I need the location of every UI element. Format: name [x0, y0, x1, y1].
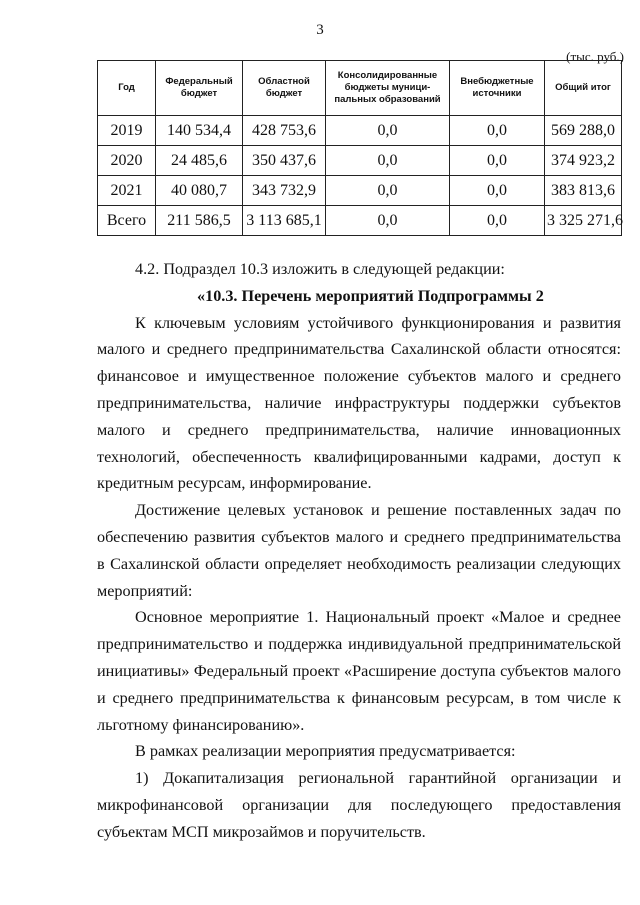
- table-row: [98, 176, 622, 206]
- cell-extrabudgetary: 0,0: [450, 116, 545, 146]
- header-extrabudgetary: Внебюджетные источники: [450, 61, 545, 116]
- cell-year: 2020: [98, 146, 156, 176]
- section-heading: «10.3. Перечень мероприятий Подпрограммы 2: [197, 286, 544, 305]
- cell-total: 374 923,2: [545, 146, 622, 176]
- body-paragraph: Достижение целевых установок и решение поставленных задач по обеспечению развития субъектов малого и среднего предпринимательства в Сахалинской области определяет необходимость реализации следующих мероприятий:: [97, 501, 621, 600]
- cell-municipal: 0,0: [326, 176, 450, 206]
- header-year: Год: [98, 61, 156, 116]
- amendment-paragraph: 4.2. Подраздел 10.3 изложить в следующей редакции:: [135, 260, 505, 278]
- cell-federal: 140 534,4: [156, 116, 243, 146]
- cell-total: 383 813,6: [545, 176, 622, 206]
- cell-total: 3 325 271,6: [545, 206, 622, 236]
- table-row: [98, 146, 622, 176]
- cell-extrabudgetary: 0,0: [450, 206, 545, 236]
- body-paragraph: В рамках реализации мероприятия предусматривается:: [135, 742, 516, 761]
- page-number: 3: [316, 22, 324, 38]
- cell-federal: 211 586,5: [156, 206, 243, 236]
- cell-year: 2019: [98, 116, 156, 146]
- cell-year: Всего: [98, 206, 156, 236]
- cell-municipal: 0,0: [326, 146, 450, 176]
- cell-extrabudgetary: 0,0: [450, 176, 545, 206]
- cell-municipal: 0,0: [326, 206, 450, 236]
- table-row: [98, 116, 622, 146]
- cell-extrabudgetary: 0,0: [450, 146, 545, 176]
- cell-regional: 428 753,6: [243, 116, 326, 146]
- body-paragraph: К ключевым условиям устойчивого функционирования и развития малого и среднего предпринимательства Сахалинской области относятся: финансовое и имущественное положение субъектов малого и среднего предпринимательства, наличие инфраструктуры поддержки субъектов малого и среднего предпринимательства, наличие инновационных технологий, обеспеченность квалифицированными кадрами, доступ к кредитным ресурсам, информирование.: [97, 313, 621, 493]
- cell-federal: 24 485,6: [156, 146, 243, 176]
- cell-federal: 40 080,7: [156, 176, 243, 206]
- cell-regional: 3 113 685,1: [243, 206, 326, 236]
- document-body: [97, 256, 621, 846]
- header-municipal-budgets: Консолидированные бюджеты муници-пальных образований: [326, 61, 450, 116]
- header-federal-budget: Федеральный бюджет: [156, 61, 243, 116]
- header-regional-budget: Областной бюджет: [243, 61, 326, 116]
- body-paragraph: 1) Докапитализация региональной гарантийной организации и микрофинансовой организации для последующего предоставления субъектам МСП микрозаймов и поручительств.: [97, 769, 621, 841]
- table-row-total: [98, 206, 622, 236]
- cell-regional: 350 437,6: [243, 146, 326, 176]
- body-paragraph: Основное мероприятие 1. Национальный проект «Малое и среднее предпринимательство и поддержка индивидуальной предпринимательской инициативы» Федеральный проект «Расширение доступа субъектов малого и среднего предпринимательства к финансовым ресурсам, в том числе к льготному финансированию».: [97, 608, 621, 734]
- budget-table: [97, 60, 622, 236]
- table-header-row: [98, 61, 622, 116]
- cell-municipal: 0,0: [326, 116, 450, 146]
- cell-total: 569 288,0: [545, 116, 622, 146]
- cell-regional: 343 732,9: [243, 176, 326, 206]
- header-total: Общий итог: [545, 61, 622, 116]
- units-label: (тыс. руб.): [566, 49, 624, 64]
- cell-year: 2021: [98, 176, 156, 206]
